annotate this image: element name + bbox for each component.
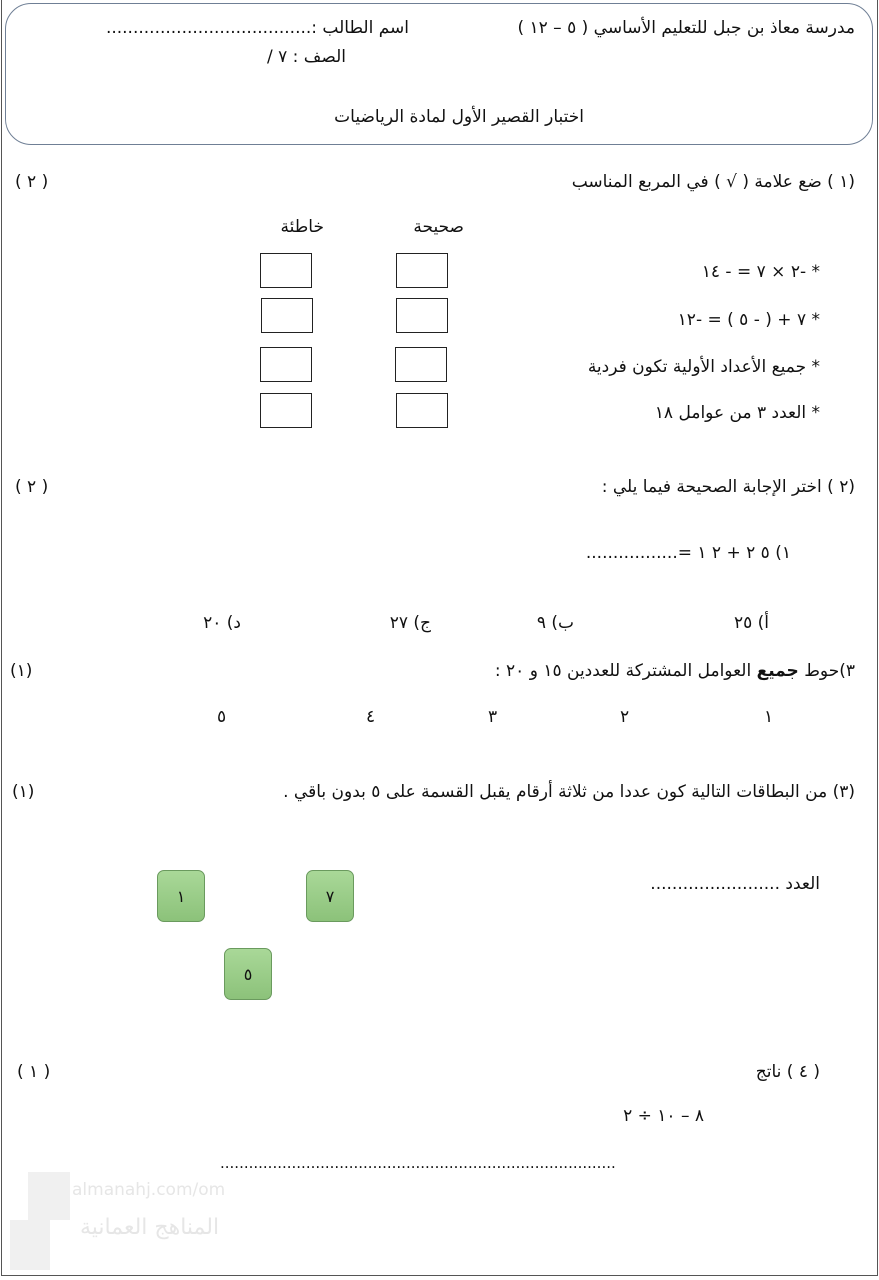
q4-prompt: ( ٤ ) ناتج <box>755 1062 820 1082</box>
statement: * -٢ × ٧ = - ١٤ <box>701 262 820 282</box>
q3b-prompt: (٣) من البطاقات التالية كون عددا من ثلاثة أرقام يقبل القسمة على ٥ بدون باقي . <box>283 782 855 802</box>
false-checkbox[interactable] <box>260 253 312 288</box>
choice[interactable]: ٤ <box>366 707 376 727</box>
col-true-label: صحيحة <box>413 217 464 237</box>
statement: * ٧ + ( - ٥ ) = -١٢ <box>677 310 820 330</box>
q3a-marks: (١) <box>10 661 33 681</box>
q3b-marks: (١) <box>12 782 35 802</box>
true-checkbox[interactable] <box>395 347 447 382</box>
q4-marks: ( ١ ) <box>17 1062 51 1082</box>
q1-marks: ( ٢ ) <box>15 172 49 192</box>
false-checkbox[interactable] <box>260 393 312 428</box>
number-card[interactable]: ٧ <box>306 870 354 922</box>
option-d[interactable]: د) ٢٠ <box>203 613 241 633</box>
false-checkbox[interactable] <box>261 298 313 333</box>
q3a-prompt <box>495 660 855 682</box>
col-false-label: خاطئة <box>280 217 324 237</box>
option-c[interactable]: ج) ٢٧ <box>389 613 431 633</box>
q3a-prompt-end: العوامل المشتركة للعددين ١٥ و ٢٠ : <box>494 661 757 681</box>
statement: * جميع الأعداد الأولية تكون فردية <box>587 357 820 377</box>
choice[interactable]: ٥ <box>217 707 227 727</box>
watermark-name: المناهج العمانية <box>80 1215 220 1240</box>
student-name-field[interactable]: اسم الطالب :...................................... <box>105 18 409 38</box>
true-checkbox[interactable] <box>396 393 448 428</box>
q4-expression: ٨ – ١٠ ÷ ٢ <box>623 1106 704 1126</box>
true-checkbox[interactable] <box>396 298 448 333</box>
true-checkbox[interactable] <box>396 253 448 288</box>
q1-prompt: (١ ) ضع علامة ( √ ) في المربع المناسب <box>571 172 855 192</box>
false-checkbox[interactable] <box>260 347 312 382</box>
q2-item: ١) ٥ ٢ + ٢ ١ =................. <box>585 543 791 563</box>
q2-marks: ( ٢ ) <box>15 477 49 497</box>
option-a[interactable]: أ) ٢٥ <box>733 613 769 633</box>
choice[interactable]: ١ <box>764 707 774 727</box>
number-card[interactable]: ١ <box>157 870 205 922</box>
option-b[interactable]: ب) ٩ <box>536 613 574 633</box>
statement: * العدد ٣ من عوامل ١٨ <box>654 403 820 423</box>
q3a-prompt-bold: جميع <box>756 661 799 681</box>
number-card[interactable]: ٥ <box>224 948 272 1000</box>
q2-prompt: (٢ ) اختر الإجابة الصحيحة فيما يلي : <box>601 477 855 497</box>
school-name: مدرسة معاذ بن جبل للتعليم الأساسي ( ٥ – ١٢ ) <box>517 18 855 38</box>
q3a-prompt-start: ٣)حوط <box>798 661 855 681</box>
choice[interactable]: ٣ <box>488 707 498 727</box>
choice[interactable]: ٢ <box>620 707 630 727</box>
watermark-url: almanahj.com/om <box>72 1180 226 1200</box>
class-field[interactable]: الصف : ٧ / <box>266 47 346 67</box>
watermark-logo <box>10 1172 70 1272</box>
q4-answer-line[interactable]: ................................................................................... <box>220 1154 616 1172</box>
exam-title: اختبار القصير الأول لمادة الرياضيات <box>334 107 584 127</box>
answer-field[interactable]: العدد ........................ <box>650 874 820 894</box>
